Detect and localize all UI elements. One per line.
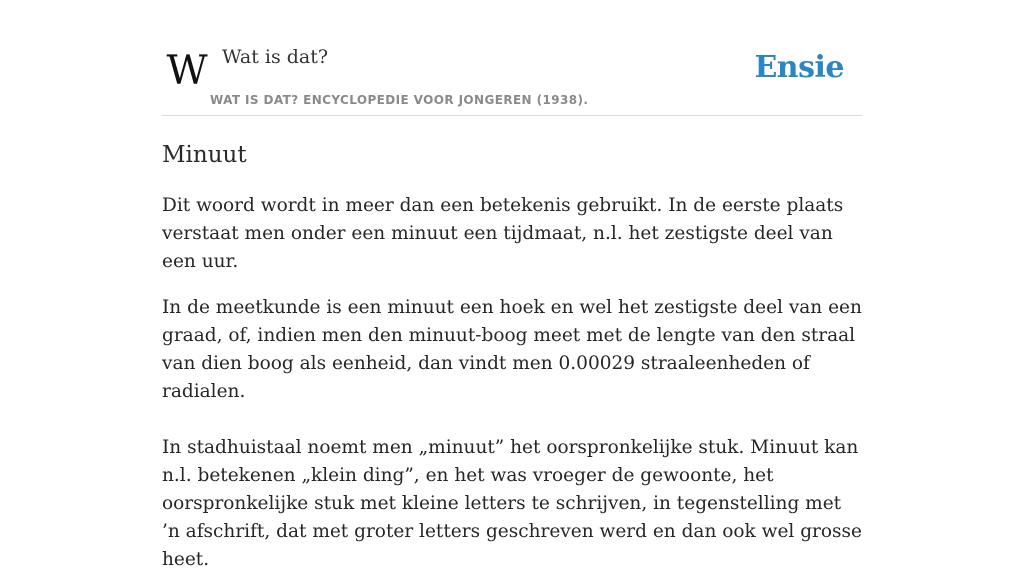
wikipedia-w-icon[interactable]	[164, 52, 210, 88]
site-header	[162, 36, 862, 116]
site-title[interactable]: Wat is dat?	[222, 46, 329, 68]
brand-logo[interactable]: Ensie	[754, 50, 844, 85]
svg-text:W: W	[166, 52, 208, 88]
source-subtitle: WAT IS DAT? ENCYCLOPEDIE VOOR JONGEREN (1938).	[210, 93, 589, 107]
article	[162, 120, 862, 574]
article-title: Minuut	[162, 142, 247, 168]
article-paragraph: In stadhuistaal noemt men „minuut” het oorspronkelijke stuk. Minuut kan n.l. betekenen „klein ding”, en het was vroeger de gewoonte, het oorspronkelijke stuk met kleine letters te schrijven, in tegenstelling met ’n afschrift, dat met groter letters geschreven werd en dan ook wel grosse heet.	[162, 437, 862, 570]
article-paragraph: Dit woord wordt in meer dan een betekenis gebruikt. In de eerste plaats verstaat men onder een minuut een tijdmaat, n.l. het zestigste deel van een uur.	[162, 195, 844, 272]
article-paragraph: In de meetkunde is een minuut een hoek en wel het zestigste deel van een graad, of, indien men den minuut-boog meet met de lengte van den straal van dien boog als eenheid, dan vindt men 0.00029 straaleenheden of radialen.	[162, 297, 862, 402]
